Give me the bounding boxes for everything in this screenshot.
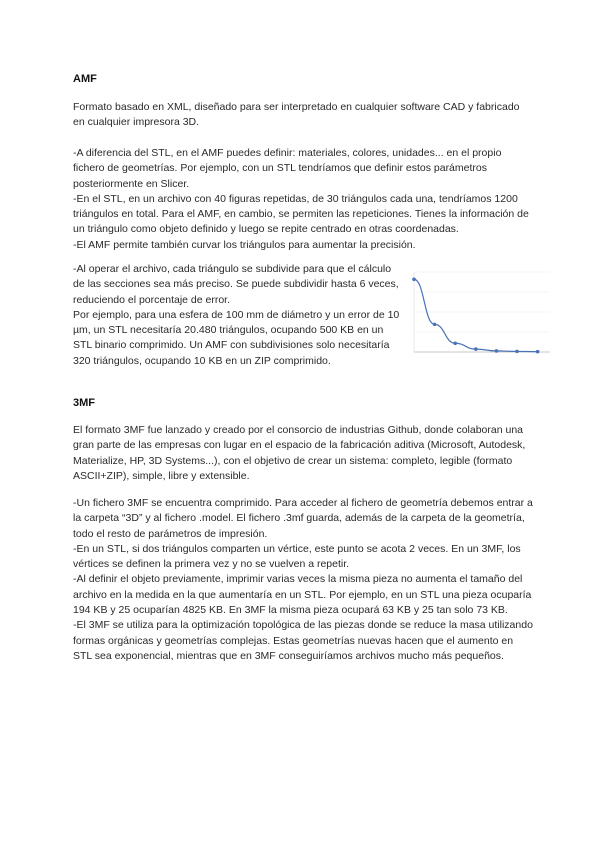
heading-amf: AMF — [73, 73, 97, 85]
chart-point — [433, 323, 437, 327]
amf-paragraph-2: -En el STL, en un archivo con 40 figuras repetidas, de 30 triángulos cada una, tendríamos 1200 triángulos en total. Para el AMF, en cambio, se permiten las repeticiones. Tienes la información de un triángulo como objeto definido y luego se repite centrado en otras coordenadas. — [73, 192, 529, 236]
3mf-body — [73, 496, 533, 664]
chart-point — [515, 350, 519, 354]
3mf-paragraph-2: -En un STL, si dos triángulos comparten un vértice, este punto se acota 2 veces. En un 3MF, los vértices se definen la primera vez y no se vuelven a repetir. — [73, 542, 521, 571]
3mf-intro — [73, 423, 533, 484]
3mf-paragraph-3: -Al definir el objeto previamente, imprimir varias veces la misma pieza no aumenta el tamaño del archivo en la medida en la que aumentaría en un STL. Por ejemplo, en un STL una pieza ocuparía 194 KB y 25 ocuparían 4825 KB. En 3MF la misma pieza ocupará 63 KB y 25 tan solo 73 KB. — [73, 573, 532, 617]
amf-paragraph-5: Por ejemplo, para una esfera de 100 mm de diámetro y un error de 10 µm, un STL necesitaría 20.480 triángulos, ocupando 500 KB en un STL binario comprimido. Un AMF con subdivisiones solo necesitaría 320 triángulos, ocupando 10 KB en un ZIP comprimido. — [73, 308, 400, 367]
amf-body-narrow — [73, 262, 401, 369]
3mf-paragraph-4: -El 3MF se utiliza para la optimización topológica de las piezas donde se reduce la masa utilizando formas orgánicas y geometrías complejas. Estas geometrías nuevas hacen que el aumento en STL sea exponencial, mientras que en 3MF conseguiríamos archivos mucho más pequeños. — [73, 619, 533, 662]
chart-series-line — [414, 279, 538, 351]
chart-point — [495, 349, 499, 353]
error-reduction-chart — [400, 266, 555, 371]
amf-intro — [73, 100, 533, 131]
chart-point — [412, 277, 416, 281]
chart-point — [474, 347, 478, 351]
amf-paragraph-1: -A diferencia del STL, en el AMF puedes definir: materiales, colores, unidades... en el propio fichero de geometrías. Por ejemplo, con un STL tendríamos que definir estos parámetros posteriormente en Slicer. — [73, 147, 502, 190]
amf-intro-text: Formato basado en XML, diseñado para ser interpretado en cualquier software CAD y fabricado en cualquier impresora 3D. — [73, 101, 520, 129]
3mf-paragraph-1: -Un fichero 3MF se encuentra comprimido. Para acceder al fichero de geometría debemos entrar a la carpeta “3D” y al fichero .model. El fichero .3mf guarda, además de la carpeta de la geometría, todo el resto de parámetros de impresión. — [73, 497, 533, 540]
chart-point — [453, 341, 457, 345]
3mf-intro-text: El formato 3MF fue lanzado y creado por el consorcio de industrias Github, donde colaboran una gran parte de las empresas con lugar en el espacio de la fabricación aditiva (Microsoft, Autodesk, Materialize, HP, 3D Systems...), con el objetivo de crear un sistema: completo, legible (formato ASCII+ZIP), simple, libre y extensible. — [73, 424, 526, 482]
amf-paragraph-3: -El AMF permite también curvar los triángulos para aumentar la precisión. — [73, 238, 416, 251]
amf-body — [73, 146, 533, 253]
amf-paragraph-4: -Al operar el archivo, cada triángulo se subdivide para que el cálculo de las secciones sea más preciso. Se puede subdividir hasta 6 veces, reduciendo el porcentaje de error. — [73, 263, 399, 306]
chart-point — [536, 350, 540, 354]
heading-3mf: 3MF — [73, 397, 95, 409]
